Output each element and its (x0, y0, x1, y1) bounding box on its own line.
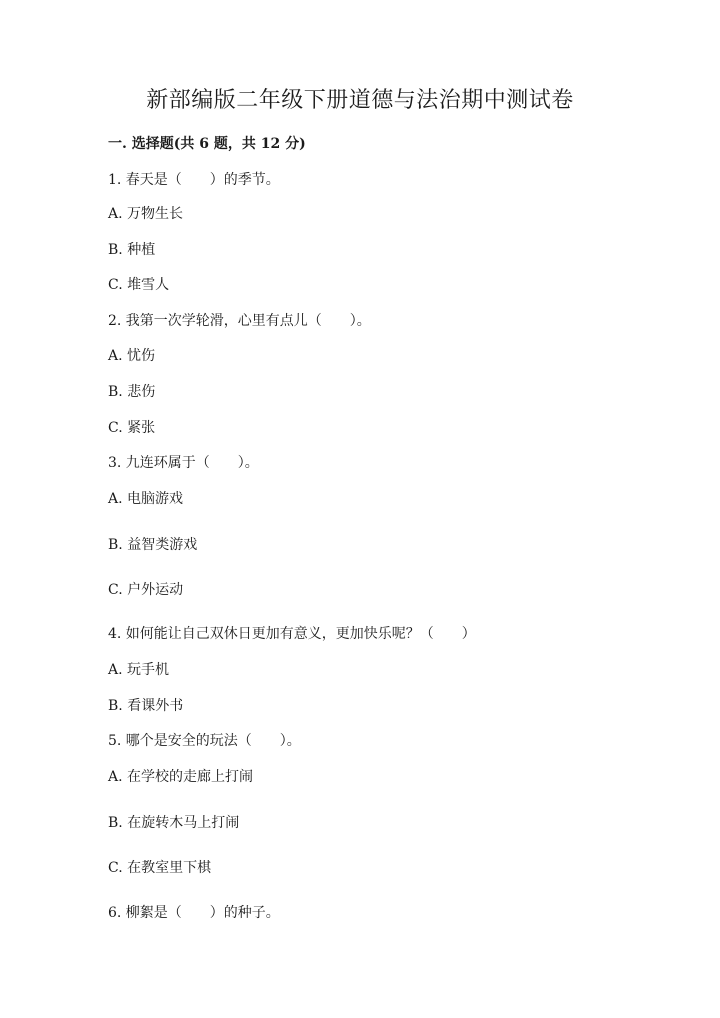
question-5-option-b: B. 在旋转木马上打闹 (108, 815, 240, 831)
question-4-stem: 4. 如何能让自己双休日更加有意义，更加快乐呢？（ ） (108, 626, 476, 642)
question-5-option-a: A. 在学校的走廊上打闹 (108, 769, 254, 785)
question-4-option-a: A. 玩手机 (108, 662, 170, 678)
question-3-option-c: C. 户外运动 (108, 582, 184, 598)
question-1-option-b: B. 种植 (108, 242, 156, 258)
question-6-stem: 6. 柳絮是（ ）的种子。 (108, 905, 280, 921)
question-3-option-a: A. 电脑游戏 (108, 491, 184, 507)
question-4-option-b: B. 看课外书 (108, 698, 184, 714)
question-2-option-a: A. 忧伤 (108, 348, 156, 364)
question-2-stem: 2. 我第一次学轮滑，心里有点儿（ ）。 (108, 313, 371, 329)
page-title: 新部编版二年级下册道德与法治期中测试卷 (146, 88, 574, 113)
question-2-option-c: C. 紧张 (108, 420, 156, 436)
question-5-stem: 5. 哪个是安全的玩法（ ）。 (108, 733, 301, 749)
question-5-option-c: C. 在教室里下棋 (108, 860, 212, 876)
question-2-option-b: B. 悲伤 (108, 384, 156, 400)
question-1-stem: 1. 春天是（ ）的季节。 (108, 172, 280, 188)
question-3-stem: 3. 九连环属于（ ）。 (108, 455, 259, 471)
question-3-option-b: B. 益智类游戏 (108, 537, 198, 553)
question-1-option-a: A. 万物生长 (108, 206, 184, 222)
question-1-option-c: C. 堆雪人 (108, 277, 170, 293)
section-heading: 一. 选择题(共 6 题，共 12 分) (108, 136, 306, 152)
